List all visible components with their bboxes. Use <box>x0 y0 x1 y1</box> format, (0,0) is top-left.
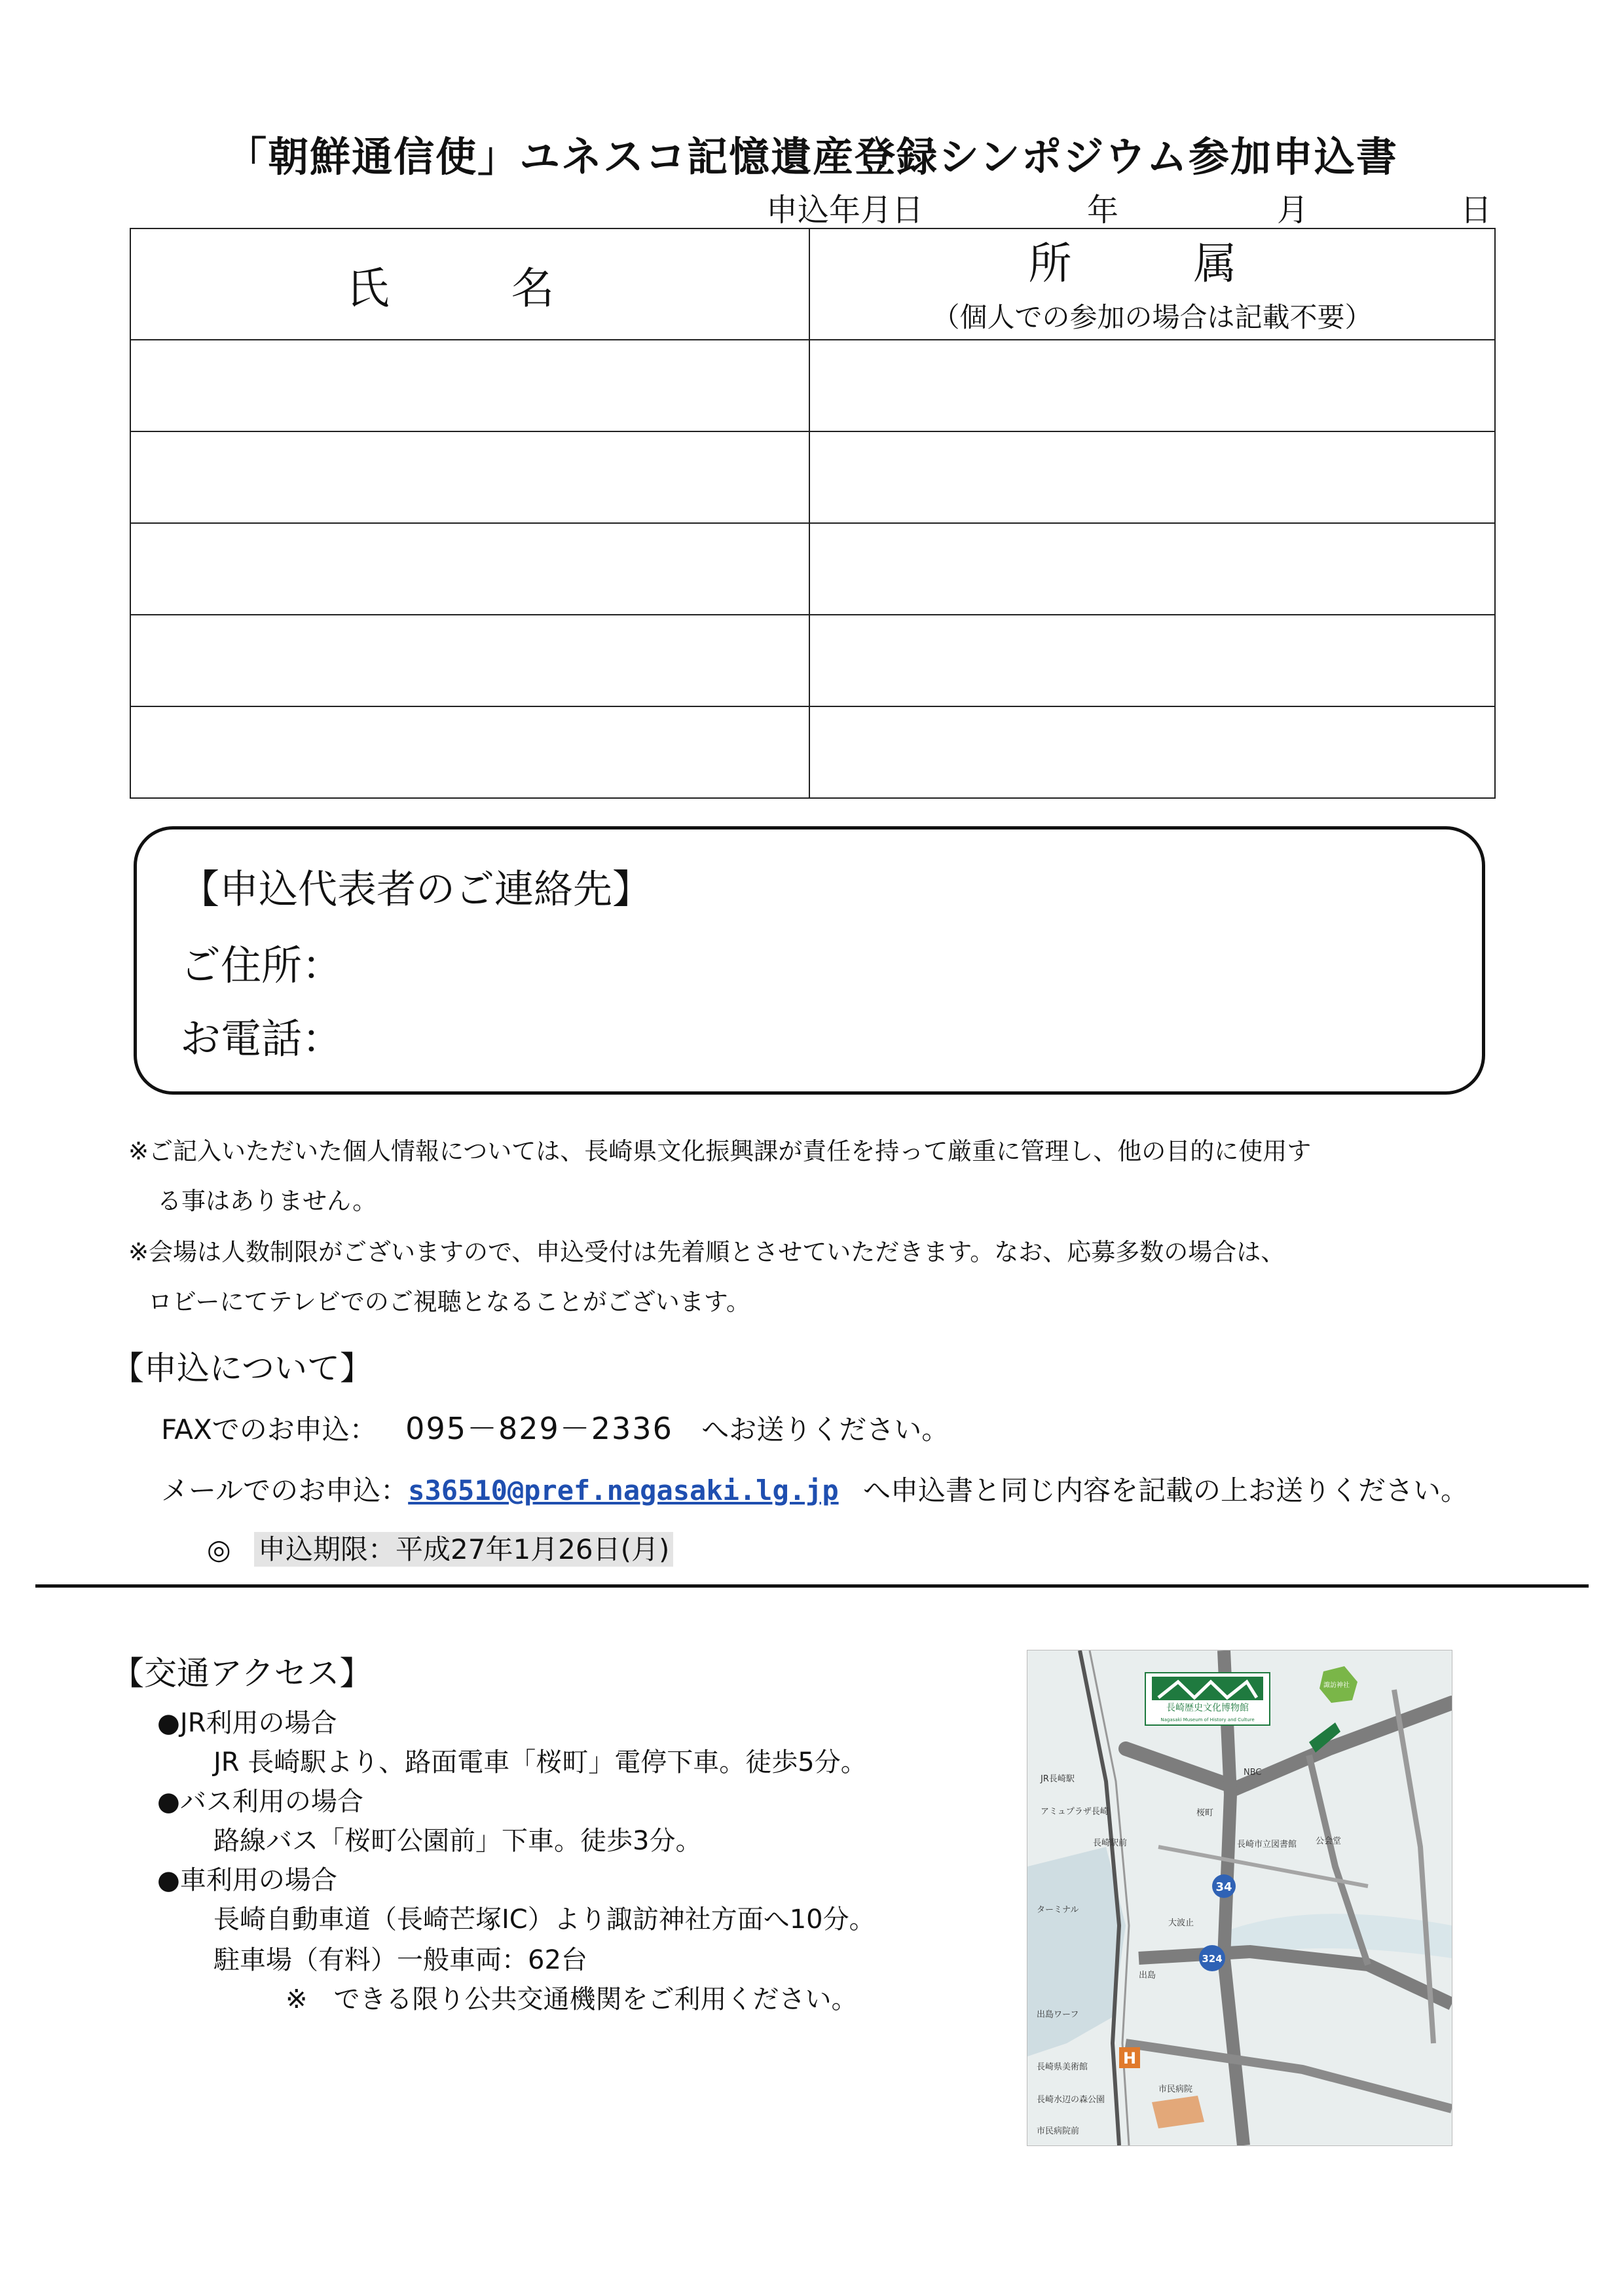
label-terminal: ターミナル <box>1037 1905 1079 1915</box>
capacity-note-line1: ※会場は人数制限がございますので、申込受付は先着順とさせていただきます。なお、応募多数の場合は、 <box>128 1238 1285 1266</box>
label-shimin-hospital: 市民病院 <box>1158 2085 1193 2094</box>
suwa-label: 諏訪神社 <box>1323 1682 1350 1689</box>
label-station-front: 長崎駅前 <box>1093 1838 1128 1848</box>
transit-note: ※ できる限り公共交通機関をご利用ください。 <box>286 1984 858 2014</box>
access-map-svg <box>1027 1650 1452 2145</box>
address-label[interactable]: ご住所： <box>180 941 343 989</box>
jr-heading: ●JR利用の場合 <box>157 1708 337 1738</box>
section-divider <box>35 1584 1589 1588</box>
bus-body: 路線バス「桜町公園前」下車。徒歩3分。 <box>213 1826 702 1856</box>
road-south <box>1126 2043 1452 2109</box>
page-title: 「朝鮮通信使」ユネスコ記憶遺産登録シンポジウム参加申込書 <box>226 133 1398 181</box>
car-heading: ●車利用の場合 <box>157 1865 337 1895</box>
affiliation-cell[interactable] <box>809 706 1495 798</box>
privacy-note-line1: ※ご記入いただいた個人情報については、長崎県文化振興課が責任を持って厳重に管理し、他の目的に使用す <box>128 1137 1312 1165</box>
contact-heading: 【申込代表者のご連絡先】 <box>180 867 652 913</box>
access-map <box>1027 1650 1452 2146</box>
label-sakuramachi: 桜町 <box>1196 1808 1214 1818</box>
affiliation-note: （個人での参加の場合は記載不要） <box>932 301 1373 333</box>
date-day-label: 日 <box>1460 192 1492 228</box>
route-324-label: 324 <box>1202 1953 1223 1965</box>
name-cell[interactable] <box>130 615 809 706</box>
label-library: 長崎市立図書館 <box>1237 1840 1297 1850</box>
fax-number: 095－829－2336 <box>405 1411 673 1446</box>
label-ohato: 大波止 <box>1168 1918 1194 1928</box>
contact-box <box>134 826 1485 1095</box>
affiliation-label: 所 属 <box>1028 238 1276 289</box>
museum-name-en: Nagasaki Museum of History and Culture <box>1160 1717 1255 1722</box>
apply-heading: 【申込について】 <box>111 1349 373 1387</box>
name-cell[interactable] <box>130 340 809 431</box>
label-mizubenomori: 長崎水辺の森公園 <box>1037 2095 1105 2105</box>
label-prefectural-museum: 長崎県美術館 <box>1037 2062 1088 2072</box>
privacy-note-line2: る事はありません。 <box>157 1187 377 1215</box>
name-cell[interactable] <box>130 523 809 615</box>
fax-suffix: へお送りください。 <box>701 1413 950 1446</box>
affiliation-cell[interactable] <box>809 340 1495 431</box>
label-shiminbyoin-mae: 市民病院前 <box>1037 2126 1080 2136</box>
deadline-line <box>207 1528 673 1567</box>
name-cell[interactable] <box>130 431 809 523</box>
hospital-area <box>1152 2096 1204 2128</box>
parking-info: 駐車場（有料）一般車両：62台 <box>213 1945 587 1975</box>
affiliation-cell[interactable] <box>809 615 1495 706</box>
label-dejima: 出島 <box>1139 1971 1156 1980</box>
road-route-324 <box>1139 1952 1452 2004</box>
bus-heading: ●バス利用の場合 <box>157 1787 363 1817</box>
label-dejima-wharf: 出島ワーフ <box>1037 2010 1079 2020</box>
mail-line <box>161 1469 1468 1508</box>
column-header-affiliation <box>809 228 1495 340</box>
mail-label: メールでのお申込： <box>161 1474 409 1506</box>
label-nagasaki-station: JR長崎駅 <box>1041 1774 1075 1784</box>
fax-line <box>161 1405 949 1448</box>
phone-label[interactable]: お電話： <box>180 1015 343 1063</box>
route-34-label: 34 <box>1215 1880 1232 1894</box>
date-year-label: 年 <box>1087 192 1119 228</box>
affiliation-cell[interactable] <box>809 431 1495 523</box>
participant-table <box>130 228 1496 799</box>
harbour-water <box>1027 1847 1126 2056</box>
application-date-line <box>766 185 1500 230</box>
mail-address-link[interactable]: s36510@pref.nagasaki.lg.jp <box>408 1474 839 1506</box>
label-nbc: NBC <box>1244 1768 1262 1777</box>
affiliation-cell[interactable] <box>809 523 1495 615</box>
capacity-note-line2: ロビーにてテレビでのご視聴となることがございます。 <box>148 1288 750 1316</box>
column-header-name: 氏 名 <box>130 228 809 340</box>
label-kokaido: 公会堂 <box>1316 1836 1342 1846</box>
fax-label: FAXでのお申込： <box>161 1413 377 1446</box>
museum-name: 長崎歴史文化博物館 <box>1166 1703 1249 1713</box>
access-heading: 【交通アクセス】 <box>111 1654 373 1692</box>
hospital-symbol: H <box>1122 2049 1137 2068</box>
car-body: 長崎自動車道（長崎芒塚IC）より諏訪神社方面へ10分。 <box>213 1904 876 1935</box>
mail-suffix: へ申込書と同じ内容を記載の上お送りください。 <box>862 1474 1468 1506</box>
name-cell[interactable] <box>130 706 809 798</box>
date-month-label: 月 <box>1277 192 1309 228</box>
jr-body: JR 長崎駅より、路面電車「桜町」電停下車。徒歩5分。 <box>213 1747 867 1777</box>
deadline-mark: ◎ <box>207 1533 231 1565</box>
label-amu-plaza: アミュプラザ長崎 <box>1041 1807 1109 1817</box>
deadline-text: 申込期限：平成27年1月26日(月) <box>254 1532 673 1567</box>
date-label: 申込年月日 <box>766 192 924 228</box>
